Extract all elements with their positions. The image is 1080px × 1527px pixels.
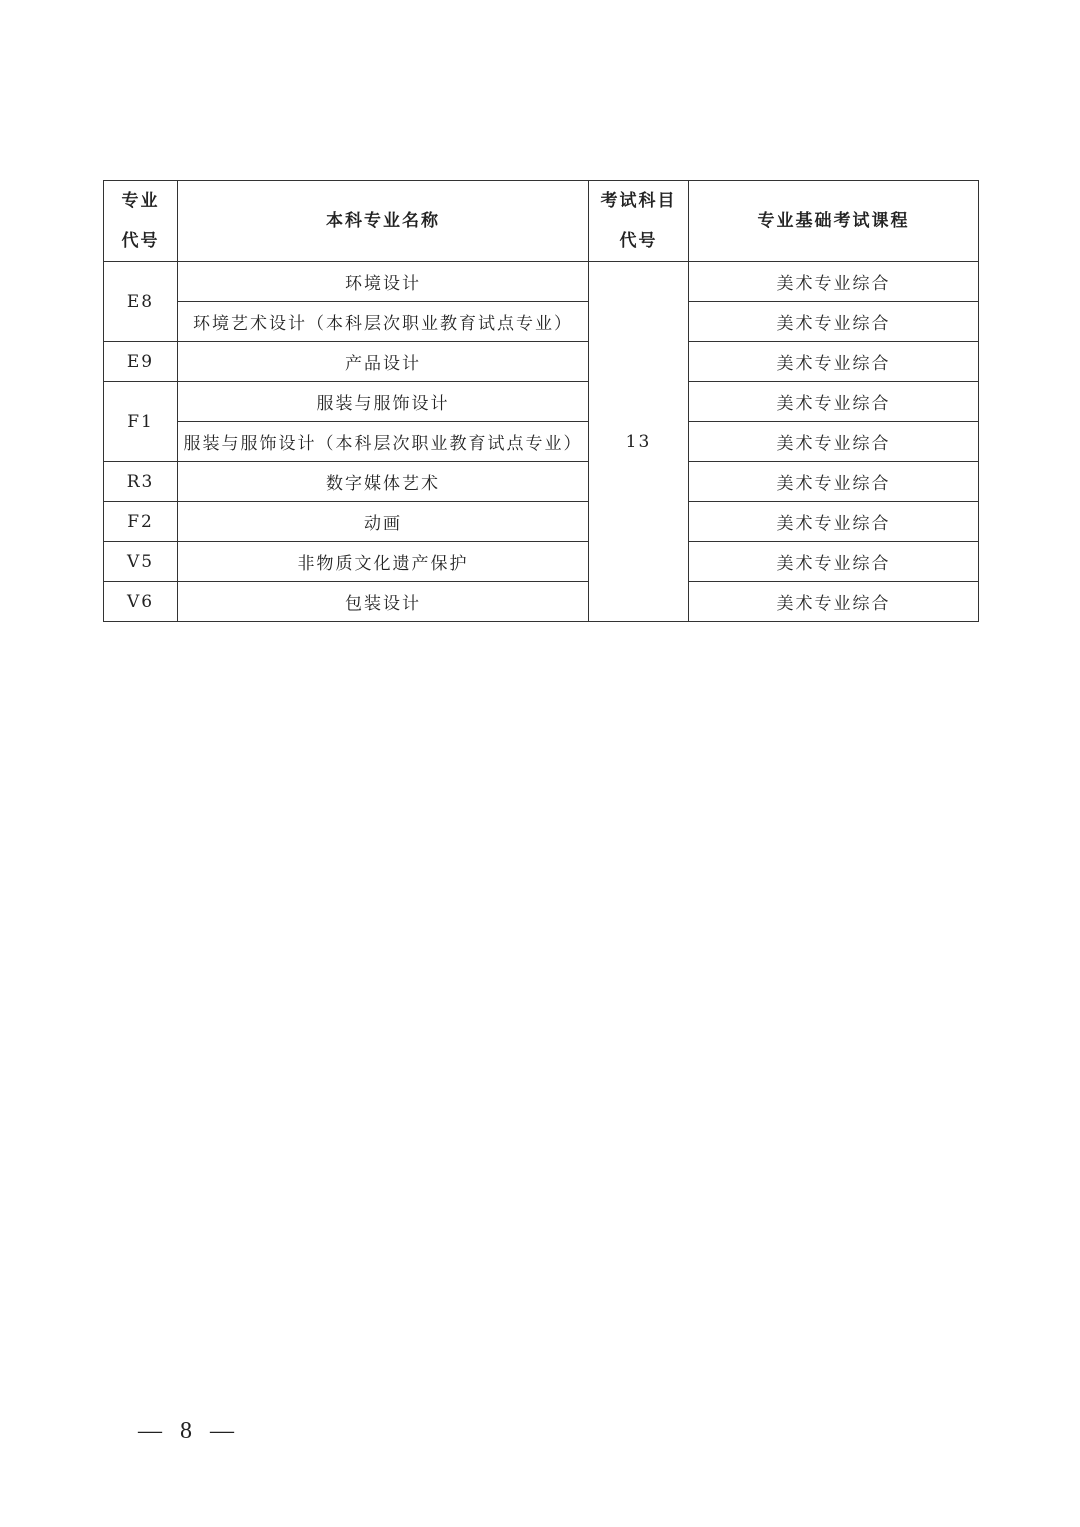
major-code: E9 [104, 342, 178, 382]
table-row [104, 502, 979, 542]
table-row [104, 302, 979, 342]
table-row [104, 582, 979, 622]
table-header-row [104, 181, 979, 262]
header-text: 考试科目 [600, 191, 677, 211]
course: 美术专业综合 [689, 502, 979, 542]
major-code: F2 [104, 502, 178, 542]
course: 美术专业综合 [689, 302, 979, 342]
course: 美术专业综合 [689, 582, 979, 622]
major-code: E8 [104, 262, 178, 342]
course: 美术专业综合 [689, 422, 979, 462]
header-course: 专业基础考试课程 [689, 181, 979, 262]
major-table [103, 180, 979, 622]
header-major-name: 本科专业名称 [178, 181, 589, 262]
course: 美术专业综合 [689, 262, 979, 302]
table-row [104, 542, 979, 582]
major-name: 产品设计 [178, 342, 589, 382]
major-name: 服装与服饰设计 [178, 382, 589, 422]
table-row [104, 262, 979, 302]
header-text: 代号 [619, 231, 658, 251]
course: 美术专业综合 [689, 342, 979, 382]
header-major-code [104, 181, 178, 262]
course: 美术专业综合 [689, 542, 979, 582]
table-row [104, 342, 979, 382]
course: 美术专业综合 [689, 462, 979, 502]
header-exam-code [589, 181, 689, 262]
header-text: 专业 [121, 191, 160, 211]
major-code: V5 [104, 542, 178, 582]
table-row [104, 462, 979, 502]
page-number: — 8 — [138, 1418, 240, 1444]
major-name: 非物质文化遗产保护 [178, 542, 589, 582]
major-name: 环境设计 [178, 262, 589, 302]
major-code: R3 [104, 462, 178, 502]
course: 美术专业综合 [689, 382, 979, 422]
major-code: F1 [104, 382, 178, 462]
table-row [104, 422, 979, 462]
major-name: 包装设计 [178, 582, 589, 622]
major-name: 环境艺术设计（本科层次职业教育试点专业） [178, 302, 589, 342]
table-row [104, 382, 979, 422]
header-text: 代号 [121, 231, 160, 251]
major-name: 动画 [178, 502, 589, 542]
major-name: 服装与服饰设计（本科层次职业教育试点专业） [178, 422, 589, 462]
exam-code: 13 [589, 262, 689, 622]
major-name: 数字媒体艺术 [178, 462, 589, 502]
major-code: V6 [104, 582, 178, 622]
